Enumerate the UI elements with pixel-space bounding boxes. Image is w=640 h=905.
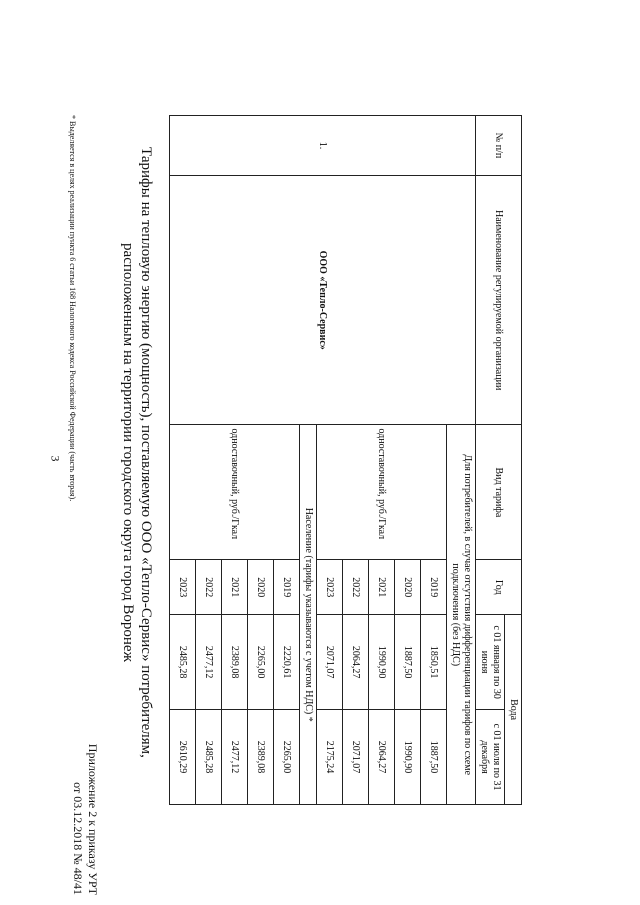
period-1-value: 1850,51 [421, 615, 447, 710]
year-cell: 2020 [248, 560, 274, 615]
year-cell: 2021 [222, 560, 248, 615]
period-1-value: 2064,27 [343, 615, 369, 710]
period-2-value: 1887,50 [421, 710, 447, 805]
header-organization: Наименование регулируемой организации [476, 175, 522, 425]
title-line-2: расположенным на территории городского округа город Воронеж [120, 243, 136, 662]
header-water: Вода [505, 615, 522, 805]
period-2-value: 2071,07 [343, 710, 369, 805]
row-number: 1. [170, 116, 476, 176]
period-2-value: 2477,12 [222, 710, 248, 805]
period-1-value: 2265,00 [248, 615, 274, 710]
header-tariff-type: Вид тарифа [476, 425, 522, 560]
section-2-tariff-type: одноставочный, руб./Гкал [170, 425, 300, 560]
appendix-reference [70, 744, 100, 895]
section-2-title: Население (тарифы указываются с учетом НДС) * [300, 425, 317, 805]
year-cell: 2023 [170, 560, 196, 615]
period-2-value: 2610,29 [170, 710, 196, 805]
footnote: * Выделяется в целях реализации пункта 6 статьи 168 Налогового кодекса Российской Федерации (часть вторая). [68, 115, 77, 502]
period-2-value: 1990,90 [395, 710, 421, 805]
title-line-1: Тарифы на тепловую энергию (мощность), поставляемую ООО «Тепло-Сервис» потребителям, [138, 147, 154, 758]
period-1-value: 1887,50 [395, 615, 421, 710]
year-cell: 2022 [343, 560, 369, 615]
period-1-value: 2389,08 [222, 615, 248, 710]
period-1-value: 2071,07 [317, 615, 343, 710]
document-title [119, 80, 155, 825]
period-1-value: 1990,90 [369, 615, 395, 710]
period-2-value: 2265,00 [274, 710, 300, 805]
period-2-value: 2175,24 [317, 710, 343, 805]
tariff-table [169, 115, 522, 805]
header-year: Год [476, 560, 522, 615]
period-2-value: 2064,27 [369, 710, 395, 805]
period-1-value: 2485,28 [170, 615, 196, 710]
period-2-value: 2389,08 [248, 710, 274, 805]
year-cell: 2020 [395, 560, 421, 615]
period-1-value: 2477,12 [196, 615, 222, 710]
organization-name: ООО «Тепло-Сервис» [170, 175, 476, 425]
year-cell: 2022 [196, 560, 222, 615]
appendix-line-1: Приложение 2 к приказу УРТ [86, 743, 100, 895]
header-period-2: с 01 июля по 31 декабря [476, 710, 505, 805]
header-number: № п/п [476, 116, 522, 176]
year-cell: 2021 [369, 560, 395, 615]
period-2-value: 2485,28 [196, 710, 222, 805]
header-period-1: с 01 января по 30 июня [476, 615, 505, 710]
period-1-value: 2220,61 [274, 615, 300, 710]
year-cell: 2019 [274, 560, 300, 615]
header-row-1 [505, 116, 522, 805]
appendix-line-2: от 03.12.2018 № 48/41 [71, 782, 85, 895]
page-number: 3 [48, 455, 63, 462]
section-1-title: Для потребителей, в случае отсутствия дифференциации тарифов по схеме подключения (без НДС) [447, 425, 476, 805]
section-1-title-row [447, 116, 476, 805]
year-cell: 2019 [421, 560, 447, 615]
year-cell: 2023 [317, 560, 343, 615]
section-1-tariff-type: одноставочный, руб./Гкал [317, 425, 447, 560]
